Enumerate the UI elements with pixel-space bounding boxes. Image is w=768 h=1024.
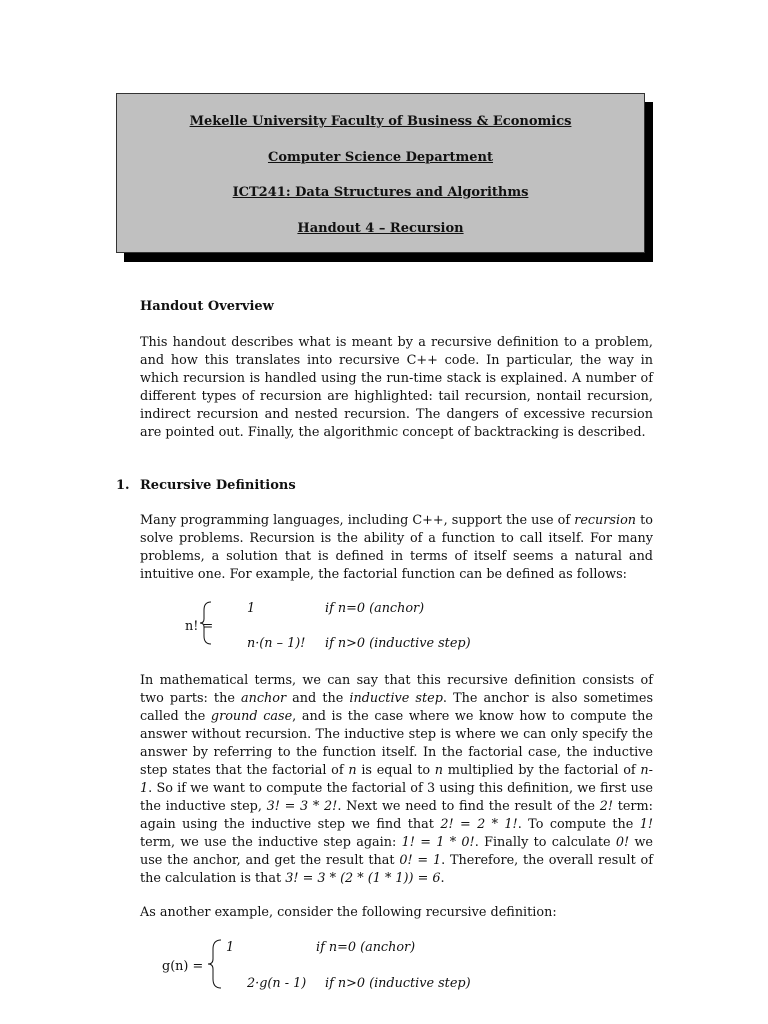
anchor-inductive-paragraph: In mathematical terms, we can say that this recursive definition consists of two parts: the anchor and the inductive step. The anchor is also sometimes called the ground case, and is the case where we know how to compute the answer without recursion. The inductive step is where we can only specify the answer by referring to the function itself. In the factorial case, the inductive step states that the factorial of n is equal to n multiplied by the factorial of n-1. So if we want to compute the factorial of 3 using this definition, we first use the inductive step, 3! = 3 * 2!. Next we need to find the result of the 2! term: again using the inductive step we find that 2! = 2 * 1!. To compute the 1! term, we use the inductive step again: 1! = 1 * 0!. Finally to calculate 0! we use the anchor, and get the result that 0! = 1. Therefore, the overall result of the calculation is that 3! = 3 * (2 * (1 * 1)) = 6. — [140, 673, 654, 886]
g-lhs: g(n) = — [162, 959, 204, 974]
g-anchor-cond: if n=0 (anchor) — [316, 940, 416, 955]
section-number: 1. — [116, 478, 130, 493]
factorial-anchor-cond: if n=0 (anchor) — [325, 601, 425, 616]
left-brace-icon — [206, 938, 224, 990]
handout-title: Handout 4 – Recursion — [297, 221, 464, 236]
g-inductive-cond: if n>0 (inductive step) — [325, 976, 471, 991]
factorial-inductive-cond: if n>0 (inductive step) — [325, 636, 471, 651]
factorial-lhs: n! = — [185, 619, 214, 634]
g-inductive-expr: 2·g(n - 1) — [247, 976, 307, 991]
recursion-intro-paragraph: Many programming languages, including C++, support the use of recursion to solve problems. Recursion is the ability of a function to call itself. For many problems, a solution that is defined in terms of itself seems a natural and intuitive one. For example, the factorial function can be defined as follows: — [140, 513, 653, 582]
another-example-paragraph: As another example, consider the following recursive definition: — [140, 905, 557, 920]
g-anchor-expr: 1 — [226, 940, 235, 955]
left-brace-icon — [198, 600, 214, 646]
factorial-inductive-expr: n·(n – 1)! — [247, 636, 306, 651]
overview-heading: Handout Overview — [140, 299, 274, 314]
factorial-anchor-expr: 1 — [247, 601, 256, 616]
overview-paragraph: This handout describes what is meant by a recursive definition to a problem, and how this translates into recursive C++ code. In particular, the way in which recursion is handled using the run-time stack is explained. A number of different types of recursion are highlighted: tail recursion, nontail recursion, indirect recursion and nested recursion. The dangers of excessive recursion are pointed out. Finally, the algorithmic concept of backtracking is described. — [140, 335, 653, 440]
title-box — [116, 93, 645, 253]
section-heading: Recursive Definitions — [140, 478, 296, 493]
department-title: Computer Science Department — [267, 150, 494, 165]
course-title: ICT241: Data Structures and Algorithms — [232, 185, 529, 200]
university-title: Mekelle University Faculty of Business & Economics — [189, 114, 572, 129]
